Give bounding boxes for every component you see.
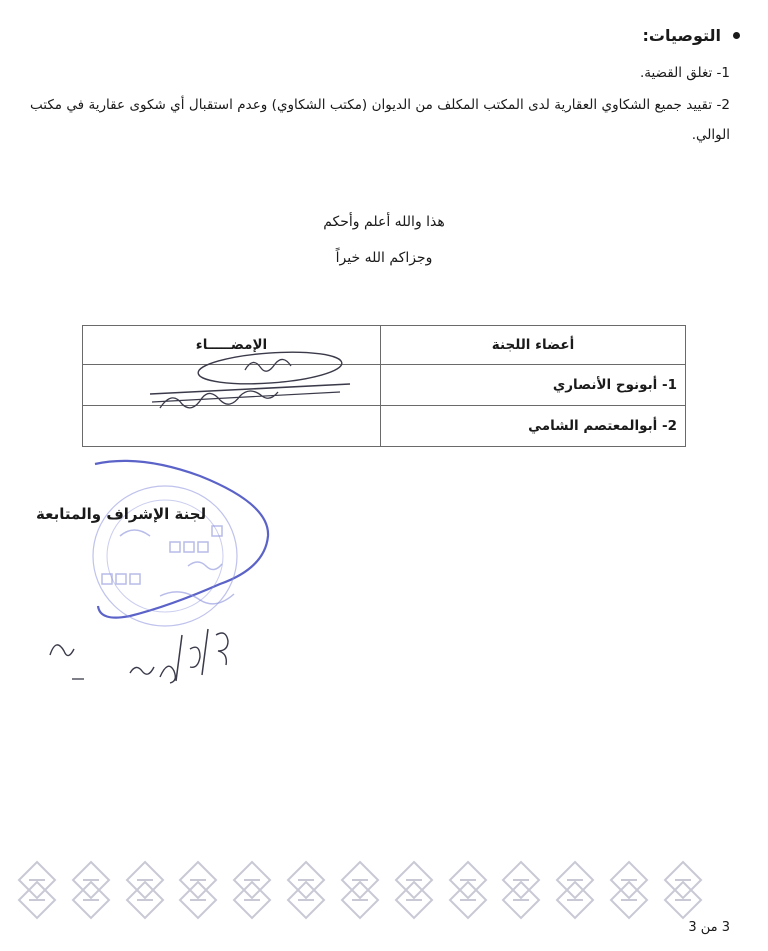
calligraphy-ornament-icon: [69, 858, 113, 922]
recommendation-item-1: 1- تغلق القضية.: [639, 65, 730, 81]
page-number: 3 من 3: [688, 920, 730, 935]
calligraphy-ornament-icon: [176, 858, 220, 922]
calligraphy-ornament-icon: [123, 858, 167, 922]
closing-line-1: هذا والله أعلم وأحكم: [323, 214, 445, 230]
recommendation-item-2: 2- تقييد جميع الشكاوي العقارية لدى المكتب المكلف من الديوان (مكتب الشكاوي) وعدم استقبال أي شكوى عقارية في مكتب الوالي.: [30, 97, 730, 143]
calligraphy-ornament-icon: [392, 858, 436, 922]
calligraphy-ornament-icon: [446, 858, 490, 922]
committee-name: لجنة الإشراف والمتابعة: [36, 505, 207, 523]
calligraphy-ornament-icon: [661, 858, 705, 922]
calligraphy-ornament-icon: [553, 858, 597, 922]
calligraphy-ornament-icon: [284, 858, 328, 922]
header-signature: الإمضـــــاء: [83, 326, 381, 365]
header-members: أعضاء اللجنة: [381, 326, 686, 365]
closing-line-2: وجزاكم الله خيراً: [335, 250, 433, 266]
recommendations-heading-text: التوصيات:: [642, 26, 721, 45]
bullet-icon: [733, 32, 740, 39]
calligraphy-ornament-icon: [230, 858, 274, 922]
member-name: 2- أبوالمعتصم الشامي: [381, 406, 686, 447]
calligraphy-ornament-icon: [499, 858, 543, 922]
calligraphy-ornament-icon: [338, 858, 382, 922]
member-name: 1- أبونوح الأنصاري: [381, 365, 686, 406]
calligraphy-ornament-icon: [15, 858, 59, 922]
calligraphy-ornament-icon: [607, 858, 651, 922]
recommendations-heading: [642, 26, 740, 45]
handwritten-date-icon: [40, 615, 240, 690]
handwritten-signature-icon: [140, 346, 360, 416]
footer-decoration: [15, 858, 705, 928]
